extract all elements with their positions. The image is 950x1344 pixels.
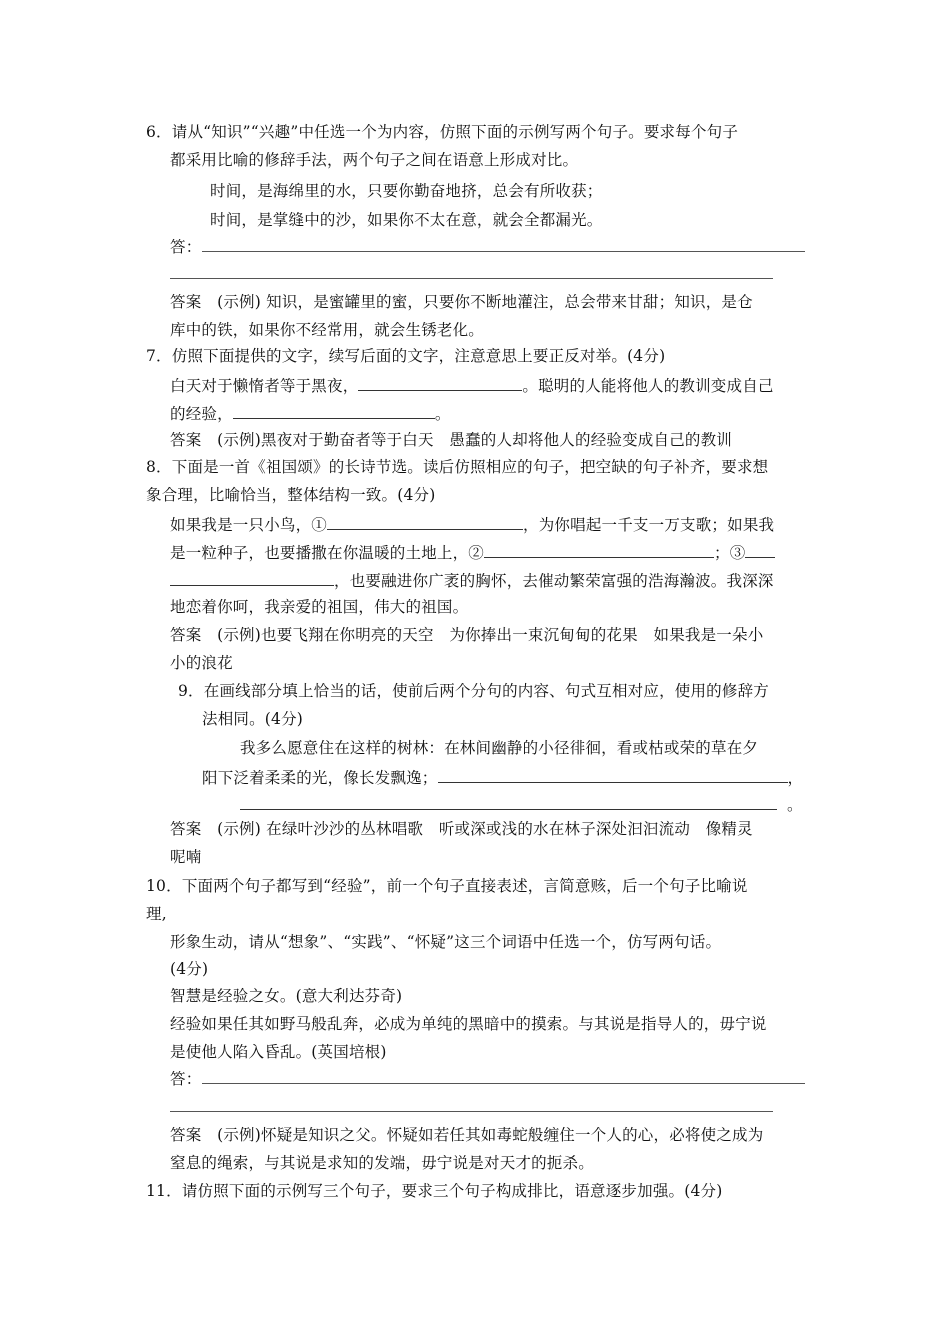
- q7-blank-1[interactable]: [358, 374, 522, 391]
- q9-line-1: 9．在画线部分填上恰当的话，使前后两个分句的内容、句式互相对应，使用的修辞方: [178, 682, 769, 700]
- q7-blank-2[interactable]: [233, 402, 435, 419]
- q8-blank-3b[interactable]: [170, 569, 334, 586]
- q7-text-3a: 的经验，: [170, 405, 233, 423]
- q8-poem-line-4: 地恋着你呵，我亲爱的祖国，伟大的祖国。: [170, 598, 469, 616]
- q8-blank-2[interactable]: [484, 541, 714, 558]
- q6-answer-line-1[interactable]: [202, 251, 805, 252]
- q7-text-2a: 白天对于懒惰者等于黑夜，: [170, 377, 359, 395]
- q6-answer-label: 答：: [170, 238, 202, 256]
- q8-text-1b: ，为你唱起一千支一万支歌；如果我: [523, 516, 775, 534]
- q10-quote-1: 智慧是经验之女。(意大利达芬奇): [170, 987, 403, 1005]
- q6-answer-key-2: 库中的铁，如果你不经常用，就会生锈老化。: [170, 321, 485, 339]
- q8-text-2b: ；③: [714, 544, 746, 562]
- q8-text-3b: ，也要融进你广袤的胸怀，去催动繁荣富强的浩海瀚波。我深深: [334, 572, 774, 590]
- q8-poem-line-2: [170, 541, 775, 563]
- q10-line-4: (4分): [170, 960, 209, 978]
- q9-line-2: 法相同。(4分): [202, 710, 304, 728]
- q8-blank-1[interactable]: [327, 513, 523, 530]
- q8-text-2a: 是一粒种子，也要播撒在你温暖的土地上，②: [170, 544, 485, 562]
- q6-line-2: 都采用比喻的修辞手法，两个句子之间在语意上形成对比。: [170, 151, 579, 169]
- q7-answer-key: 答案 (示例)黑夜对于勤奋者等于白天 愚蠢的人却将他人的经验变成自己的教训: [170, 431, 732, 449]
- q9-passage-line-2: [202, 766, 803, 788]
- q11-line-1: 11．请仿照下面的示例写三个句子，要求三个句子构成排比，语意逐步加强。(4分): [146, 1182, 723, 1200]
- q10-answer-line-2[interactable]: [170, 1111, 773, 1112]
- q8-answer-key-1: 答案 (示例)也要飞翔在你明亮的天空 为你捧出一束沉甸甸的花果 如果我是一朵小: [170, 626, 764, 644]
- q9-answer-key-1: 答案 (示例) 在绿叶沙沙的丛林唱歌 听或深或浅的水在林子深处汩汩流动 像精灵: [170, 820, 753, 838]
- q7-text-3b: 。: [434, 405, 451, 423]
- q8-answer-key-2: 小的浪花: [170, 654, 233, 672]
- q8-poem-line-1: [170, 513, 774, 535]
- q9-blank-2[interactable]: [240, 793, 777, 810]
- q7-line-3: [170, 402, 451, 424]
- q6-answer-line-2[interactable]: [170, 278, 773, 279]
- q10-line-3: 形象生动，请从“想象”、“实践”、“怀疑”这三个词语中任选一个，仿写两句话。: [170, 933, 722, 951]
- q10-line-1: 10．下面两个句子都写到“经验”，前一个句子直接表述，言简意赅，后一个句子比喻说: [146, 877, 748, 895]
- q6-example-2: 时间，是掌缝中的沙，如果你不太在意，就会全都漏光。: [210, 211, 603, 229]
- q8-poem-line-3: [170, 569, 774, 591]
- q9-text-2a: 阳下泛着柔柔的光，像长发飘逸；: [202, 769, 438, 787]
- q8-blank-3a[interactable]: [745, 541, 775, 558]
- q10-quote-2a: 经验如果任其如野马般乱奔，必成为单纯的黑暗中的摸索。与其说是指导人的，毋宁说: [170, 1015, 767, 1033]
- q8-line-2: 象合理，比喻恰当，整体结构一致。(4分): [146, 486, 436, 504]
- q9-answer-key-2: 呢喃: [170, 848, 202, 866]
- q9-text-2b: ，: [787, 769, 804, 787]
- q9-passage-line-3: [240, 793, 803, 815]
- q6-answer-key-1: 答案 (示例) 知识，是蜜罐里的蜜，只要你不断地灌注，总会带来甘甜；知识，是仓: [170, 293, 753, 311]
- q9-text-3b: 。: [787, 796, 803, 814]
- q10-quote-2b: 是使他人陷入昏乱。(英国培根): [170, 1043, 387, 1061]
- q10-answer-key-2: 窒息的绳索，与其说是求知的发端，毋宁说是对天才的扼杀。: [170, 1154, 594, 1172]
- q7-line-1: 7．仿照下面提供的文字，续写后面的文字，注意意思上要正反对举。(4分): [146, 347, 666, 365]
- q10-answer-line-1[interactable]: [202, 1083, 805, 1084]
- q6-example-1: 时间，是海绵里的水，只要你勤奋地挤，总会有所收获；: [210, 182, 603, 200]
- q8-text-1a: 如果我是一只小鸟，①: [170, 516, 328, 534]
- q7-text-2b: 。聪明的人能将他人的教训变成自己: [522, 377, 774, 395]
- q10-answer-key-1: 答案 (示例)怀疑是知识之父。怀疑如若任其如毒蛇般缠住一个人的心，必将使之成为: [170, 1126, 764, 1144]
- q6-line-1: 6．请从“知识”“兴趣”中任选一个为内容，仿照下面的示例写两个句子。要求每个句子: [146, 123, 739, 141]
- q9-blank-1[interactable]: [438, 766, 788, 783]
- q8-line-1: 8．下面是一首《祖国颂》的长诗节选。读后仿照相应的句子，把空缺的句子补齐，要求想: [146, 458, 769, 476]
- q10-line-2: 理,: [146, 905, 167, 923]
- q9-passage-line-1: 我多么愿意住在这样的树林：在林间幽静的小径徘徊，看或枯或荣的草在夕: [240, 739, 759, 757]
- q7-line-2: [170, 374, 774, 396]
- q10-answer-label: 答：: [170, 1070, 202, 1088]
